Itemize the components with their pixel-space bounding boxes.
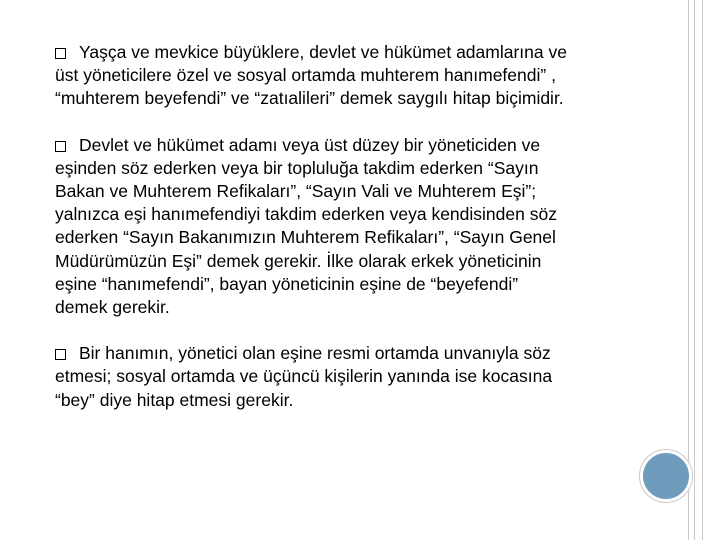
bullet-paragraph-1 bbox=[55, 41, 655, 111]
rail-line bbox=[694, 0, 695, 540]
slide-content bbox=[55, 41, 655, 412]
bullet-line: demek gerekir. bbox=[55, 297, 170, 318]
bullet-text: Bir hanımın, yönetici olan eşine resmi ortamda unvanıyla söz bbox=[79, 343, 551, 364]
bullet-line: ederken “Sayın Bakanımızın Muhterem Refikaları”, “Sayın Genel bbox=[55, 227, 556, 248]
bullet-paragraph-3 bbox=[55, 342, 655, 412]
bullet-line: “muhterem beyefendi” ve “zatıalileri” demek saygılı hitap biçimidir. bbox=[55, 88, 564, 109]
bullet-line: Bakan ve Muhterem Refikaları”, “Sayın Vali ve Muhterem Eşi”; bbox=[55, 181, 537, 202]
bullet-paragraph-2 bbox=[55, 134, 655, 320]
bullet-text: Devlet ve hükümet adamı veya üst düzey bir yöneticiden ve bbox=[79, 134, 541, 155]
bullet-line-1 bbox=[55, 342, 655, 365]
bullet-line: üst yöneticilere özel ve sosyal ortamda muhterem hanımefendi” , bbox=[55, 65, 556, 86]
bullet-line: eşine “hanımefendi”, bayan yöneticinin eşine de “beyefendi” bbox=[55, 273, 519, 294]
checkbox-square-icon bbox=[55, 48, 66, 59]
bullet-line: eşinden söz ederken veya bir topluluğa takdim ederken “Sayın bbox=[55, 157, 539, 178]
bullet-text: Yaşça ve mevkice büyüklere, devlet ve hükümet adamlarına ve bbox=[79, 42, 567, 62]
bullet-line: etmesi; sosyal ortamda ve üçüncü kişilerin yanında ise kocasına bbox=[55, 366, 553, 387]
bullet-line-1 bbox=[55, 134, 655, 157]
rail-line bbox=[702, 0, 703, 540]
rail-line bbox=[688, 0, 689, 540]
checkbox-square-icon bbox=[55, 349, 66, 360]
bullet-line-1 bbox=[55, 41, 655, 64]
bullet-line: “bey” diye hitap etmesi gerekir. bbox=[55, 389, 294, 410]
decorative-circle bbox=[640, 450, 692, 502]
bullet-line: yalnızca eşi hanımefendiyi takdim ederken veya kendisinden söz bbox=[55, 204, 557, 225]
checkbox-square-icon bbox=[55, 141, 66, 152]
slide-decoration-rail bbox=[682, 0, 720, 540]
bullet-line: Müdürümüzün Eşi” demek gerekir. İlke olarak erkek yöneticinin bbox=[55, 250, 542, 271]
